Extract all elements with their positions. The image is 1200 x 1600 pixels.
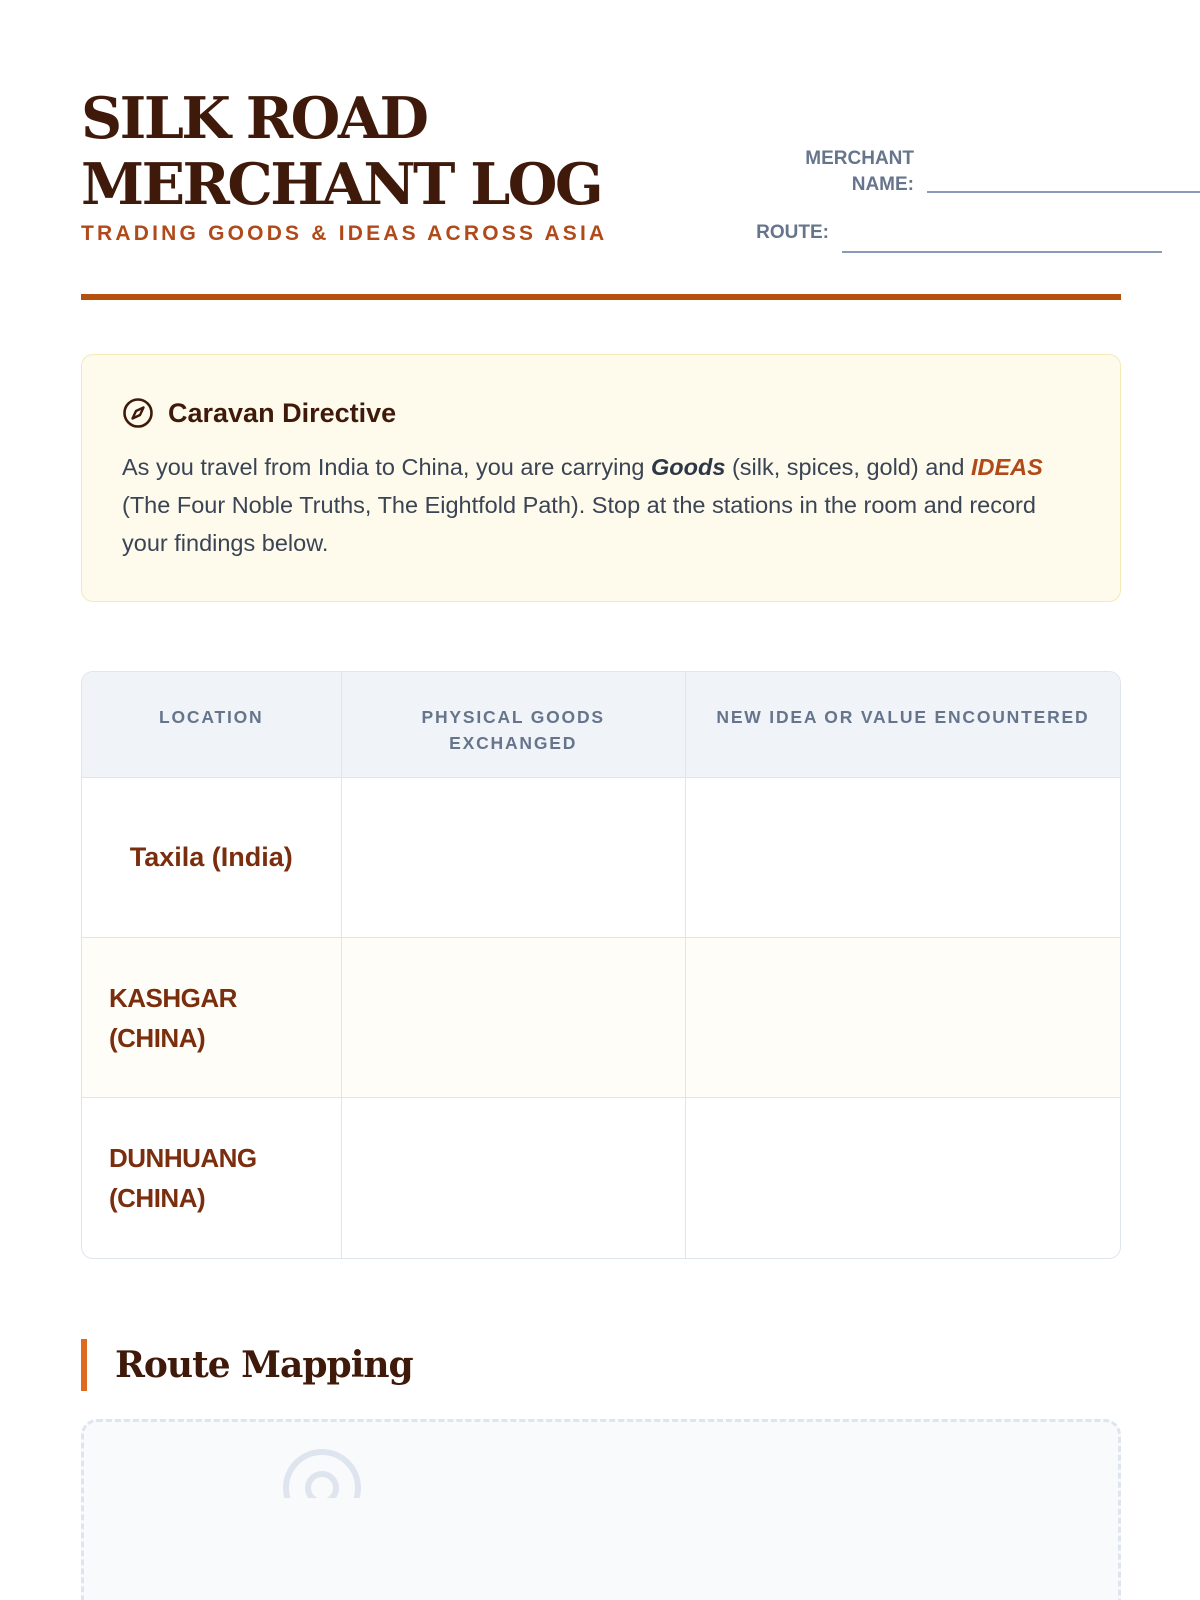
location-cell <box>82 938 342 1097</box>
column-header-label: NEW IDEA OR VALUE ENCOUNTERED <box>716 707 1090 727</box>
worksheet-subtitle: TRADING GOODS & IDEAS ACROSS ASIA <box>81 222 608 245</box>
route-mapping-title: Route Mapping <box>115 1344 413 1386</box>
directive-text-part-1: As you travel from India to China, you are carrying <box>122 454 651 480</box>
location-cell <box>82 1098 342 1258</box>
directive-title: Caravan Directive <box>168 397 397 428</box>
location-name <box>109 1138 257 1218</box>
directive-text-part-3: (The Four Noble Truths, The Eightfold Path). Stop at the stations in the room and record your findings below. <box>122 492 1036 556</box>
compass-icon <box>122 397 154 429</box>
table-row <box>82 778 1120 938</box>
location-cell <box>82 778 342 937</box>
merchant-label-line-2: NAME: <box>851 174 914 195</box>
location-name <box>109 978 237 1058</box>
directive-text-part-2: (silk, spices, gold) and <box>725 454 971 480</box>
merchant-log-table <box>81 671 1121 1259</box>
idea-input-cell[interactable] <box>686 938 1120 1097</box>
goods-input-cell[interactable] <box>342 1098 686 1258</box>
worksheet-title <box>81 86 601 218</box>
header-divider <box>81 294 1121 300</box>
title-line-2: MERCHANT LOG <box>81 151 602 218</box>
location-name-line-2: (CHINA) <box>109 1022 206 1053</box>
route-field[interactable] <box>842 251 1162 253</box>
directive-heading <box>122 397 1080 429</box>
column-header-label: PHYSICAL GOODS EXCHANGED <box>421 707 605 753</box>
title-line-1: SILK ROAD <box>81 85 427 152</box>
ideas-keyword: IDEAS <box>970 454 1043 480</box>
column-header-label: LOCATION <box>159 707 264 727</box>
location-name-line-1: KASHGAR <box>109 982 237 1013</box>
merchant-name-label <box>701 146 914 198</box>
idea-input-cell[interactable] <box>686 1098 1120 1258</box>
goods-input-cell[interactable] <box>342 938 686 1097</box>
map-pin-icon <box>272 1438 372 1498</box>
route-label: ROUTE: <box>756 222 829 243</box>
column-header-location <box>82 672 342 777</box>
location-name-line-2: (CHINA) <box>109 1183 206 1213</box>
goods-input-cell[interactable] <box>342 778 686 937</box>
merchant-name-field[interactable] <box>927 191 1200 193</box>
column-header-goods <box>342 672 686 777</box>
table-row <box>82 938 1120 1098</box>
goods-keyword: Goods <box>651 454 726 480</box>
idea-input-cell[interactable] <box>686 778 1120 937</box>
directive-text <box>122 448 1080 562</box>
table-row <box>82 1098 1120 1258</box>
location-name: Taxila (India) <box>129 842 293 872</box>
table-header-row <box>82 672 1120 778</box>
route-map-drawing-area[interactable] <box>81 1419 1121 1600</box>
merchant-label-line-1: MERCHANT <box>805 148 914 169</box>
worksheet-header <box>81 0 1119 300</box>
section-accent-bar <box>81 1339 87 1391</box>
location-name-line-1: DUNHUANG <box>109 1143 257 1173</box>
route-mapping-heading <box>81 1339 413 1391</box>
column-header-idea <box>686 672 1120 777</box>
caravan-directive-card <box>81 354 1121 602</box>
